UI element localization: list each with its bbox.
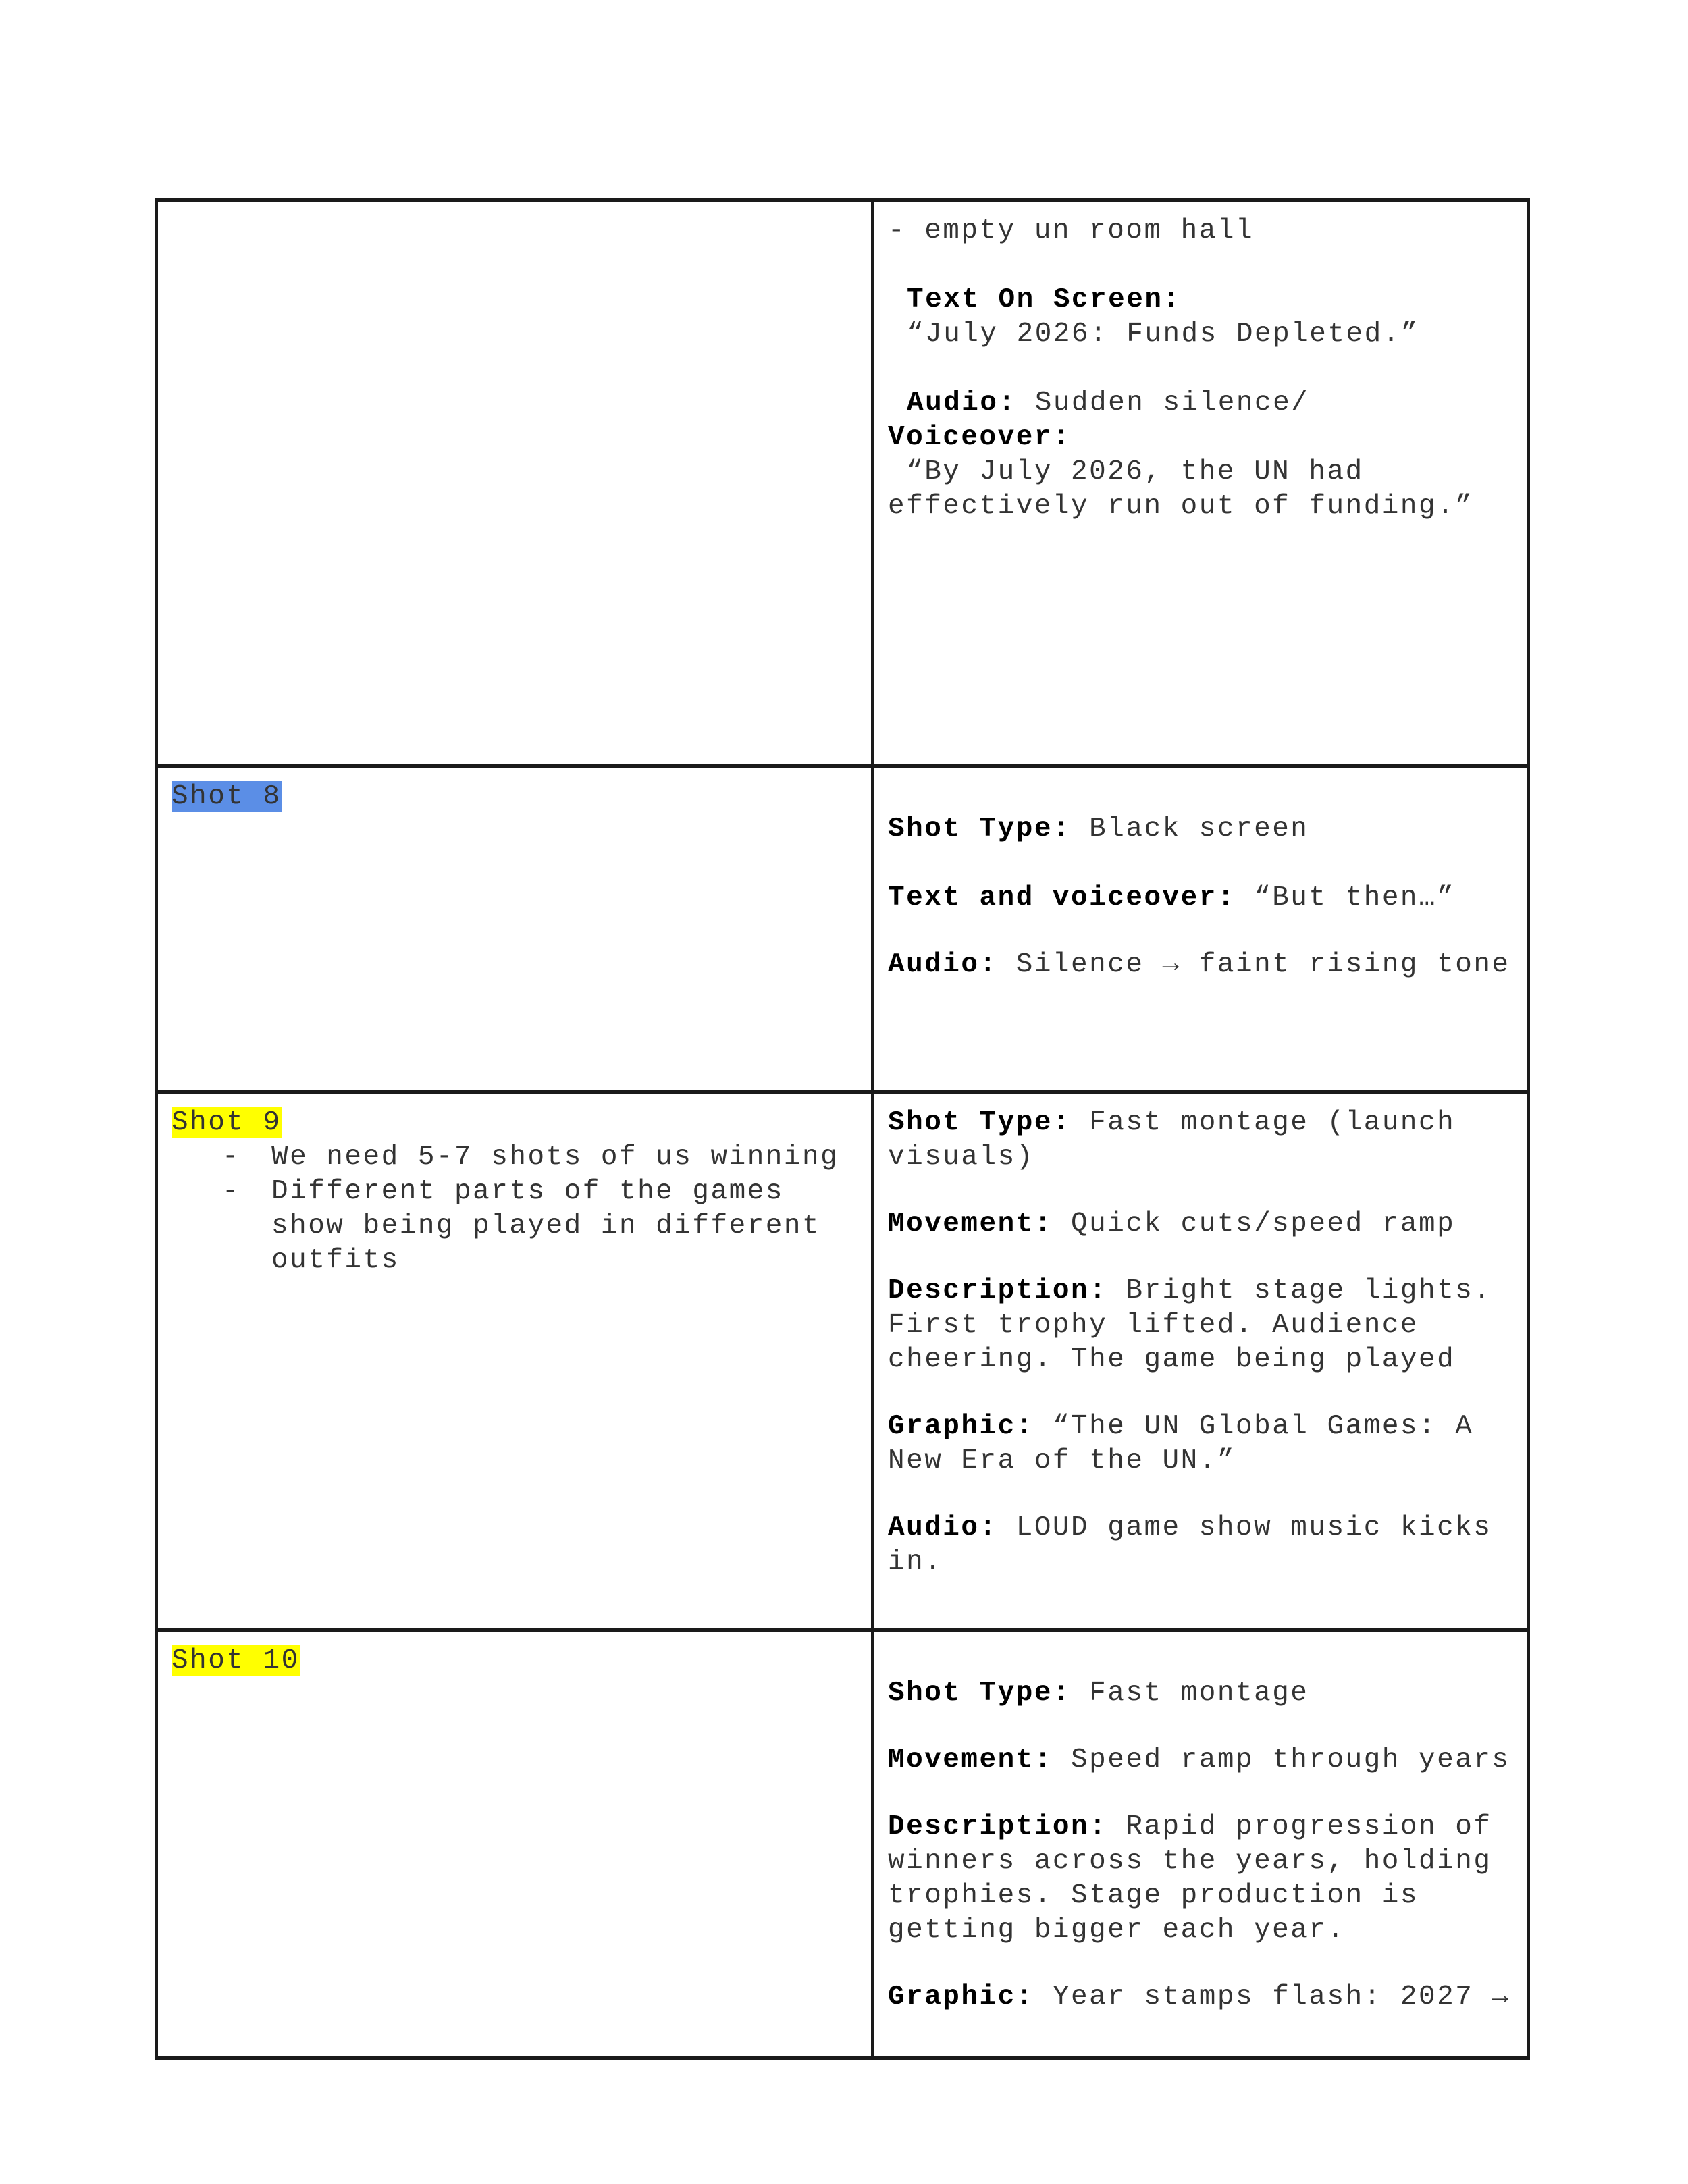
text-voiceover-line [888, 881, 1514, 915]
shot-type-line [888, 1106, 1514, 1175]
shot-notes-cell [157, 1092, 873, 1630]
shot-type-line [888, 1676, 1514, 1711]
graphic-label: Graphic: [888, 1411, 1034, 1442]
description-line [888, 1810, 1514, 1948]
audio-label: Audio: [907, 388, 1017, 419]
shot-type-label: Shot Type: [888, 1678, 1072, 1709]
text-voiceover-label: Text and voiceover: [888, 882, 1236, 913]
text-on-screen-value: “July 2026: Funds Depleted.” [907, 319, 1419, 350]
audio-value: Silence → faint rising tone [997, 949, 1510, 980]
movement-line [888, 1207, 1514, 1242]
shot-type-value: Fast montage (launch visuals) [888, 1107, 1456, 1173]
shot-type-value: Fast montage [1071, 1678, 1309, 1709]
movement-label: Movement: [888, 1208, 1053, 1240]
note-text: Different parts of the games show being played in different outfits [271, 1176, 821, 1276]
description-label: Description: [888, 1275, 1108, 1306]
shot-notes-list [172, 1140, 859, 1278]
audio-value: LOUD game show music kicks in. [888, 1512, 1492, 1578]
shot-list-table [155, 198, 1530, 2060]
shot-notes-cell [157, 1630, 873, 2058]
audio-label: Audio: [888, 1512, 998, 1543]
audio-label: Audio: [888, 949, 998, 980]
description-value: Rapid progression of winners across the years, holding trophies. Stage production is getting bigger each year. [888, 1811, 1492, 1946]
list-item: - We need 5-7 shots of us winning [222, 1142, 839, 1173]
table-row [157, 1630, 1529, 2058]
shot-type-line [888, 812, 1514, 847]
text-voiceover-value: “But then…” [1235, 882, 1456, 913]
shot-type-label: Shot Type: [888, 814, 1072, 845]
text-on-screen-line [888, 283, 1514, 317]
audio-line [888, 1511, 1514, 1580]
audio-line [888, 386, 1514, 421]
audio-value: Sudden silence/ [1016, 388, 1310, 419]
shot-details-cell [873, 1630, 1529, 2058]
shot-details-cell [873, 766, 1529, 1092]
shot-label: Shot 10 [172, 1645, 300, 1676]
shot-type-value: Black screen [1071, 814, 1309, 845]
text-on-screen-label: Text On Screen: [907, 284, 1182, 315]
voiceover-label: Voiceover: [888, 422, 1072, 453]
movement-label: Movement: [888, 1744, 1053, 1776]
list-item: - Different parts of the games show being played in different outfits [222, 1176, 821, 1276]
table-row [157, 201, 1529, 766]
table-row [157, 766, 1529, 1092]
description-line [888, 1274, 1514, 1377]
movement-value: Quick cuts/speed ramp [1052, 1208, 1456, 1240]
shot-details-cell [873, 201, 1529, 766]
shot-label: Shot 8 [172, 781, 282, 812]
shot-label: Shot 9 [172, 1107, 282, 1138]
movement-line [888, 1743, 1514, 1778]
continued-line: - empty un room hall [888, 215, 1255, 246]
graphic-line [888, 1410, 1514, 1479]
shot-details-cell [873, 1092, 1529, 1630]
voiceover-text-1: “By July 2026, the UN had [888, 456, 1364, 487]
shot-type-label: Shot Type: [888, 1107, 1072, 1138]
voiceover-line [888, 421, 1514, 455]
audio-line [888, 948, 1514, 982]
movement-value: Speed ramp through years [1052, 1744, 1510, 1776]
graphic-value: “The UN Global Games: A New Era of the UN.” [888, 1411, 1474, 1476]
description-value: Bright stage lights. First trophy lifted. Audience cheering. The game being played [888, 1275, 1492, 1375]
voiceover-text-2: effectively run out of funding.” [888, 491, 1474, 522]
graphic-line [888, 1980, 1514, 2015]
description-label: Description: [888, 1811, 1108, 1842]
table-row [157, 1092, 1529, 1630]
graphic-label: Graphic: [888, 1981, 1034, 2013]
shot-notes-cell [157, 201, 873, 766]
graphic-value: Year stamps flash: 2027 → [1034, 1981, 1510, 2013]
note-text: We need 5-7 shots of us winning [271, 1142, 839, 1173]
shot-notes-cell [157, 766, 873, 1092]
